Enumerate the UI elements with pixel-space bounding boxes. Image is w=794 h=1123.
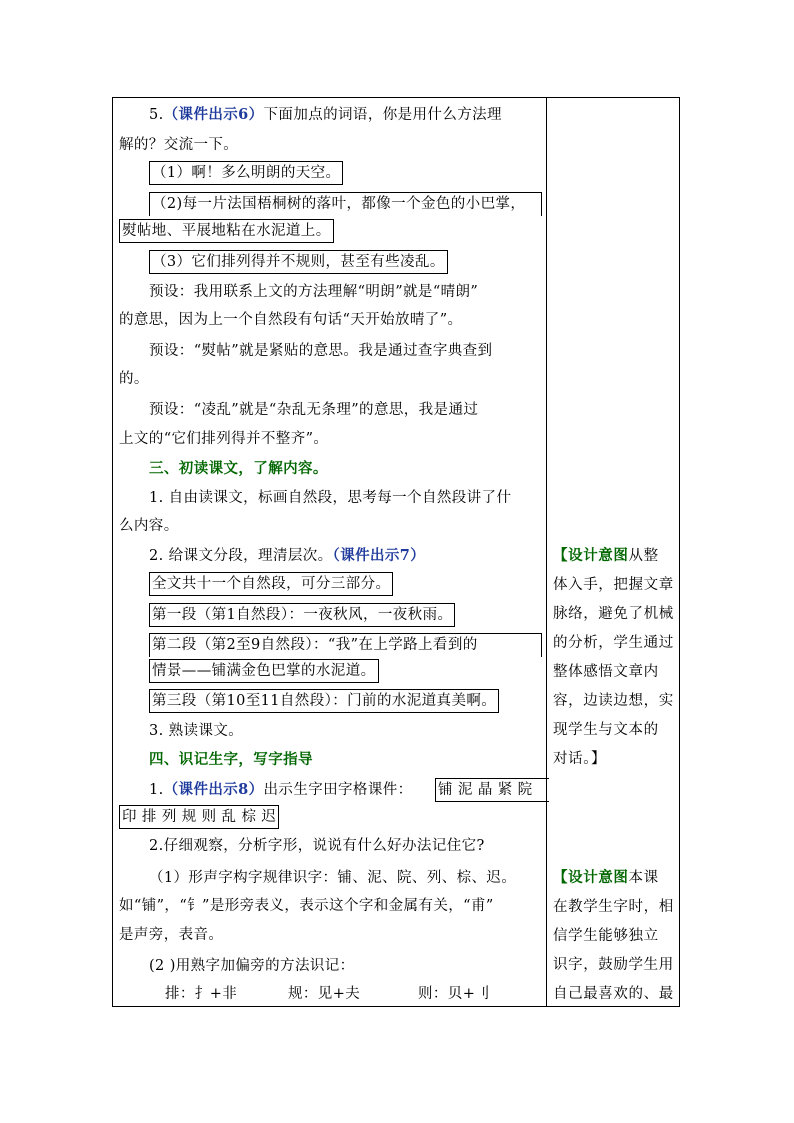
formula-gui: 规：见+夫 [288,986,361,1002]
section4-method1-line1: （1）形声字构字规律识字：铺、泥、院、列、棕、迟。 [149,870,517,886]
formula-ze: 则：贝+刂 [418,986,491,1002]
note1-label: 【设计意图 [553,547,629,564]
design-intent-column [547,98,679,1006]
preset-3-line1: 预设：“凌乱”就是“杂乱无条理”的意思，我是通过 [149,402,479,418]
lesson-table [112,97,680,1007]
section3-step2-text: 2. 给课文分段，理清层次。 [149,548,333,564]
note1-line5: 整体感悟文章内 [553,664,659,680]
section4-method2: (2 )用熟字加偏旁的方法识记： [149,958,355,974]
item5-line1 [149,105,502,125]
note1-line1 [553,546,659,566]
structure-box-2: 第一段（第1自然段）：一夜秋风，一夜秋雨。 [149,603,455,627]
section3-step2 [149,546,425,566]
new-characters-line1: 铺 泥 晶 紧 院 [435,778,549,802]
structure-box-3-line2: 情景——铺满金色巴掌的水泥道。 [149,659,379,683]
section4-heading: 四、识记生字，写字指导 [149,751,313,768]
section4-courseware-tag: （课件出示8） [163,781,264,798]
example-box-2-line1: （2)每一片法国梧桐树的落叶，都像一个金色的小巴掌， [149,192,542,216]
section3-step3: 3. 熟读课文。 [149,723,244,739]
section3-step1-line2: 么内容。 [119,518,179,534]
note2-line3: 信学生能够独立 [553,928,659,944]
teaching-process-column [113,98,546,1006]
formula-pai: 排：扌+非 [165,986,238,1002]
preset-1-line1: 预设：我用联系上文的方法理解“明朗”就是“晴朗” [149,284,479,300]
new-characters-line2: 印 排 列 规 则 乱 棕 迟 [119,805,279,829]
note2-line5: 自己最喜欢的、最 [553,986,674,1002]
note1-line4: 的分析，学生通过 [553,635,674,651]
item5-text: 下面加点的词语，你是用什么方法理 [263,107,502,123]
section3-heading: 三、初读课文，了解内容。 [149,460,328,477]
item5-line2: 解的？交流一下。 [119,137,239,153]
note1-line7: 现学生与文本的 [553,722,659,738]
note2-label: 【设计意图 [553,869,629,886]
section4-step1 [149,780,413,800]
note1-line2: 体入手，把握文章 [553,577,674,593]
section4-step2: 2.仔细观察，分析字形，说说有什么好办法记住它? [149,838,485,854]
note2-line2: 在教学生字时，相 [553,899,674,915]
example-box-3: （3）它们排列得并不规则，甚至有些凌乱。 [149,250,448,274]
section4-method1-line2: 如“铺”，“钅”是形旁表义，表示这个字和金属有关，“甫” [119,898,494,914]
item5-courseware-tag: （课件出示6） [163,106,264,123]
preset-2-line2: 的。 [119,371,149,387]
example-box-2-line2: 熨帖地、平展地粘在水泥道上。 [119,219,334,243]
structure-box-3-line1: 第二段（第2至9自然段）：“我”在上学路上看到的 [149,633,542,657]
note2-text-0: 本课 [628,870,659,886]
section3-step1-line1: 1. 自由读课文，标画自然段，思考每一个自然段讲了什 [149,490,512,506]
note2-line4: 识字，鼓励学生用 [553,957,674,973]
structure-box-4: 第三段（第10至11自然段）：门前的水泥道真美啊。 [149,689,499,713]
note1-text-0: 从整 [628,548,659,564]
section3-courseware-tag: （课件出示7） [332,547,426,564]
preset-1-line2: 的意思，因为上一个自然段有句话“天开始放晴了”。 [119,312,463,328]
section4-step1-number: 1. [149,782,164,798]
note1-line6: 容，边读边想，实 [553,693,674,709]
preset-2-line1: 预设：“熨帖”就是紧贴的意思。我是通过查字典查到 [149,343,493,359]
item5-number: 5. [149,107,164,123]
preset-3-line2: 上文的“它们排列得并不整齐”。 [119,431,329,447]
note1-line8: 对话。】 [553,751,607,767]
example-box-1: （1）啊！多么明朗的天空。 [149,161,343,185]
note1-line3: 脉络，避免了机械 [553,606,674,622]
structure-box-1: 全文共十一个自然段，可分三部分。 [149,572,393,596]
section4-method1-line3: 是声旁，表音。 [119,927,224,943]
note2-line1 [553,868,659,888]
section4-step1-text: 出示生字田字格课件： [263,782,413,798]
